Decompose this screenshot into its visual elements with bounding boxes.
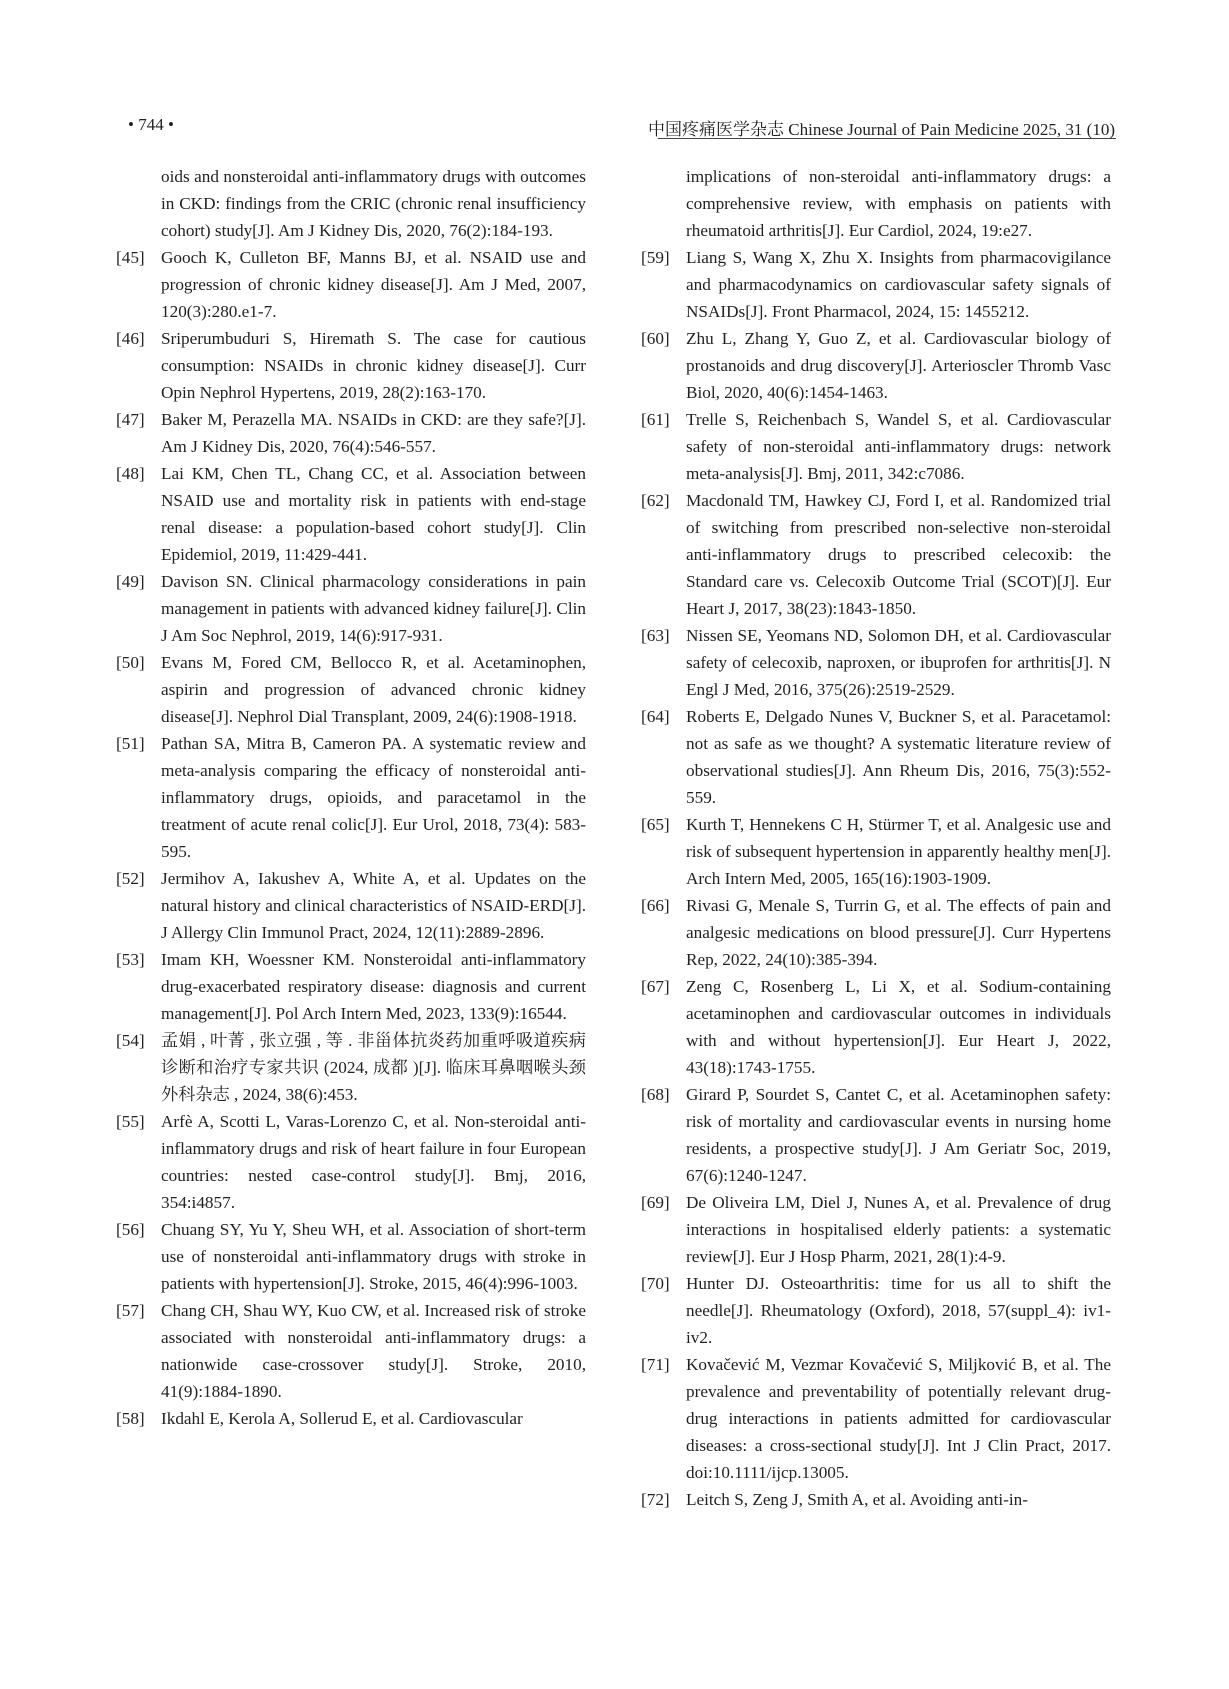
reference-entry [116,1297,586,1405]
reference-entry [641,1189,1111,1270]
reference-entry [641,1351,1111,1486]
reference-text: Zeng C, Rosenberg L, Li X, et al. Sodium-containing acetaminophen and cardiovascular outcomes in individuals with and without hypertension[J]. Eur Heart J, 2022, 43(18):1743-1755. [686,977,1111,1077]
reference-text: Gooch K, Culleton BF, Manns BJ, et al. NSAID use and progression of chronic kidney disease[J]. Am J Med, 2007, 120(3):280.e1-7. [161,248,586,321]
page-number: • 744 • [128,115,174,134]
reference-entry [641,811,1111,892]
reference-text: Hunter DJ. Osteoarthritis: time for us all to shift the needle[J]. Rheumatology (Oxford), 2018, 57(suppl_4): iv1-iv2. [686,1274,1111,1347]
reference-text: Evans M, Fored CM, Bellocco R, et al. Acetaminophen, aspirin and progression of advanced chronic kidney disease[J]. Nephrol Dial Transplant, 2009, 24(6):1908-1918. [161,653,586,726]
reference-text: Chuang SY, Yu Y, Sheu WH, et al. Association of short-term use of nonsteroidal anti-inflammatory drugs with stroke in patients with hypertension[J]. Stroke, 2015, 46(4):996-1003. [161,1220,586,1293]
reference-entry [641,244,1111,325]
reference-text: Trelle S, Reichenbach S, Wandel S, et al. Cardiovascular safety of non-steroidal anti-inflammatory drugs: network meta-analysis[J]. Bmj, 2011, 342:c7086. [686,410,1111,483]
reference-entry [116,1216,586,1297]
reference-text: Sriperumbuduri S, Hiremath S. The case for cautious consumption: NSAIDs in chronic kidney disease[J]. Curr Opin Nephrol Hypertens, 2019, 28(2):163-170. [161,329,586,402]
reference-number: [55] [116,1112,145,1131]
reference-entry [641,487,1111,622]
reference-text: Jermihov A, Iakushev A, White A, et al. Updates on the natural history and clinical characteristics of NSAID-ERD[J]. J Allergy Clin Immunol Pract, 2024, 12(11):2889-2896. [161,869,586,942]
reference-number: [60] [641,329,670,348]
reference-entry [116,946,586,1027]
reference-entry [641,622,1111,703]
reference-text: Kovačević M, Vezmar Kovačević S, Miljković B, et al. The prevalence and preventability of potentially relevant drug-drug interactions in patients admitted for cardiovascular diseases: a cross-sectional study[J]. Int J Clin Pract, 2017. doi:10.1111/ijcp.13005. [686,1355,1111,1482]
reference-text: Imam KH, Woessner KM. Nonsteroidal anti-inflammatory drug-exacerbated respiratory disease: diagnosis and current management[J]. Pol Arch Intern Med, 2023, 133(9):16544. [161,950,586,1023]
reference-entry [641,406,1111,487]
reference-entry [116,568,586,649]
reference-number: [56] [116,1220,145,1239]
reference-number: [46] [116,329,145,348]
reference-number: [53] [116,950,145,969]
reference-number: [71] [641,1355,670,1374]
reference-number: [51] [116,734,145,753]
reference-text: De Oliveira LM, Diel J, Nunes A, et al. Prevalence of drug interactions in hospitalised elderly patients: a systematic review[J]. Eur J Hosp Pharm, 2021, 28(1):4-9. [686,1193,1111,1266]
reference-entry [116,730,586,865]
reference-number: [66] [641,896,670,915]
reference-text: Davison SN. Clinical pharmacology considerations in pain management in patients with advanced kidney failure[J]. Clin J Am Soc Nephrol, 2019, 14(6):917-931. [161,572,586,645]
reference-text: Zhu L, Zhang Y, Guo Z, et al. Cardiovascular biology of prostanoids and drug discovery[J]. Arterioscler Thromb Vasc Biol, 2020, 40(6):1454-1463. [686,329,1111,402]
reference-number: [47] [116,410,145,429]
reference-number: [45] [116,248,145,267]
reference-entry [686,163,1111,244]
reference-entry [116,325,586,406]
reference-entry [641,1270,1111,1351]
reference-number: [58] [116,1409,145,1428]
reference-entry [641,325,1111,406]
reference-entry [116,406,586,460]
reference-text: Macdonald TM, Hawkey CJ, Ford I, et al. Randomized trial of switching from prescribed non-selective non-steroidal anti-inflammatory drugs to prescribed celecoxib: the Standard care vs. Celecoxib Outcome Trial (SCOT)[J]. Eur Heart J, 2017, 38(23):1843-1850. [686,491,1111,618]
reference-number: [72] [641,1490,670,1509]
reference-number: [50] [116,653,145,672]
reference-number: [54] [116,1031,145,1050]
reference-entry [116,244,586,325]
reference-text: Kurth T, Hennekens C H, Stürmer T, et al. Analgesic use and risk of subsequent hypertension in apparently healthy men[J]. Arch Intern Med, 2005, 165(16):1903-1909. [686,815,1111,888]
reference-number: [63] [641,626,670,645]
reference-text: Nissen SE, Yeomans ND, Solomon DH, et al. Cardiovascular safety of celecoxib, naproxen, or ibuprofen for arthritis[J]. N Engl J Med, 2016, 375(26):2519-2529. [686,626,1111,699]
reference-entry [641,973,1111,1081]
reference-column-right [641,163,1111,1513]
reference-entry [641,1486,1111,1513]
reference-text: oids and nonsteroidal anti-inflammatory drugs with outcomes in CKD: findings from the CRIC (chronic renal insufficiency cohort) study[J]. Am J Kidney Dis, 2020, 76(2):184-193. [161,167,586,240]
reference-text: Roberts E, Delgado Nunes V, Buckner S, et al. Paracetamol: not as safe as we thought? A systematic literature review of observational studies[J]. Ann Rheum Dis, 2016, 75(3):552-559. [686,707,1111,807]
reference-number: [48] [116,464,145,483]
reference-text: Ikdahl E, Kerola A, Sollerud E, et al. Cardiovascular [161,1409,523,1428]
reference-number: [59] [641,248,670,267]
reference-text: 孟娟 , 叶菁 , 张立强 , 等 . 非甾体抗炎药加重呼吸道疾病诊断和治疗专家共识 (2024, 成都 )[J]. 临床耳鼻咽喉头颈外科杂志 , 2024, 38(6):453. [161,1031,586,1104]
reference-number: [61] [641,410,670,429]
reference-number: [70] [641,1274,670,1293]
reference-number: [57] [116,1301,145,1320]
reference-text: Baker M, Perazella MA. NSAIDs in CKD: are they safe?[J]. Am J Kidney Dis, 2020, 76(4):546-557. [161,410,586,456]
reference-text: Arfè A, Scotti L, Varas-Lorenzo C, et al. Non-steroidal anti-inflammatory drugs and risk of heart failure in four European countries: nested case-control study[J]. Bmj, 2016, 354:i4857. [161,1112,586,1212]
reference-text: Chang CH, Shau WY, Kuo CW, et al. Increased risk of stroke associated with nonsteroidal anti-inflammatory drugs: a nationwide case-crossover study[J]. Stroke, 2010, 41(9):1884-1890. [161,1301,586,1401]
reference-text: implications of non-steroidal anti-inflammatory drugs: a comprehensive review, with emphasis on patients with rheumatoid arthritis[J]. Eur Cardiol, 2024, 19:e27. [686,167,1111,240]
reference-entry [161,163,586,244]
reference-entry [116,649,586,730]
reference-number: [62] [641,491,670,510]
reference-entry [641,892,1111,973]
reference-number: [69] [641,1193,670,1212]
reference-entry [116,1405,586,1432]
reference-text: Liang S, Wang X, Zhu X. Insights from pharmacovigilance and pharmacodynamics on cardiovascular safety signals of NSAIDs[J]. Front Pharmacol, 2024, 15: 1455212. [686,248,1111,321]
journal-title: 中国疼痛医学杂志 Chinese Journal of Pain Medicine 2025, 31 (10) [648,120,1115,139]
reference-text: Leitch S, Zeng J, Smith A, et al. Avoiding anti-in- [686,1490,1028,1509]
reference-text: Girard P, Sourdet S, Cantet C, et al. Acetaminophen safety: risk of mortality and cardiovascular events in nursing home residents, a prospective study[J]. J Am Geriatr Soc, 2019, 67(6):1240-1247. [686,1085,1111,1185]
reference-number: [68] [641,1085,670,1104]
reference-entry [116,1027,586,1108]
reference-entry [641,703,1111,811]
reference-number: [65] [641,815,670,834]
reference-text: Pathan SA, Mitra B, Cameron PA. A systematic review and meta-analysis comparing the efficacy of nonsteroidal anti-inflammatory drugs, opioids, and paracetamol in the treatment of acute renal colic[J]. Eur Urol, 2018, 73(4): 583-595. [161,734,586,861]
reference-entry [116,460,586,568]
reference-column-left [116,163,586,1432]
reference-number: [67] [641,977,670,996]
reference-number: [64] [641,707,670,726]
reference-text: Lai KM, Chen TL, Chang CC, et al. Association between NSAID use and mortality risk in patients with end-stage renal disease: a population-based cohort study[J]. Clin Epidemiol, 2019, 11:429-441. [161,464,586,564]
reference-entry [116,1108,586,1216]
reference-entry [641,1081,1111,1189]
header-rule [658,138,1116,139]
reference-number: [49] [116,572,145,591]
reference-number: [52] [116,869,145,888]
reference-text: Rivasi G, Menale S, Turrin G, et al. The effects of pain and analgesic medications on blood pressure[J]. Curr Hypertens Rep, 2022, 24(10):385-394. [686,896,1111,969]
reference-entry [116,865,586,946]
